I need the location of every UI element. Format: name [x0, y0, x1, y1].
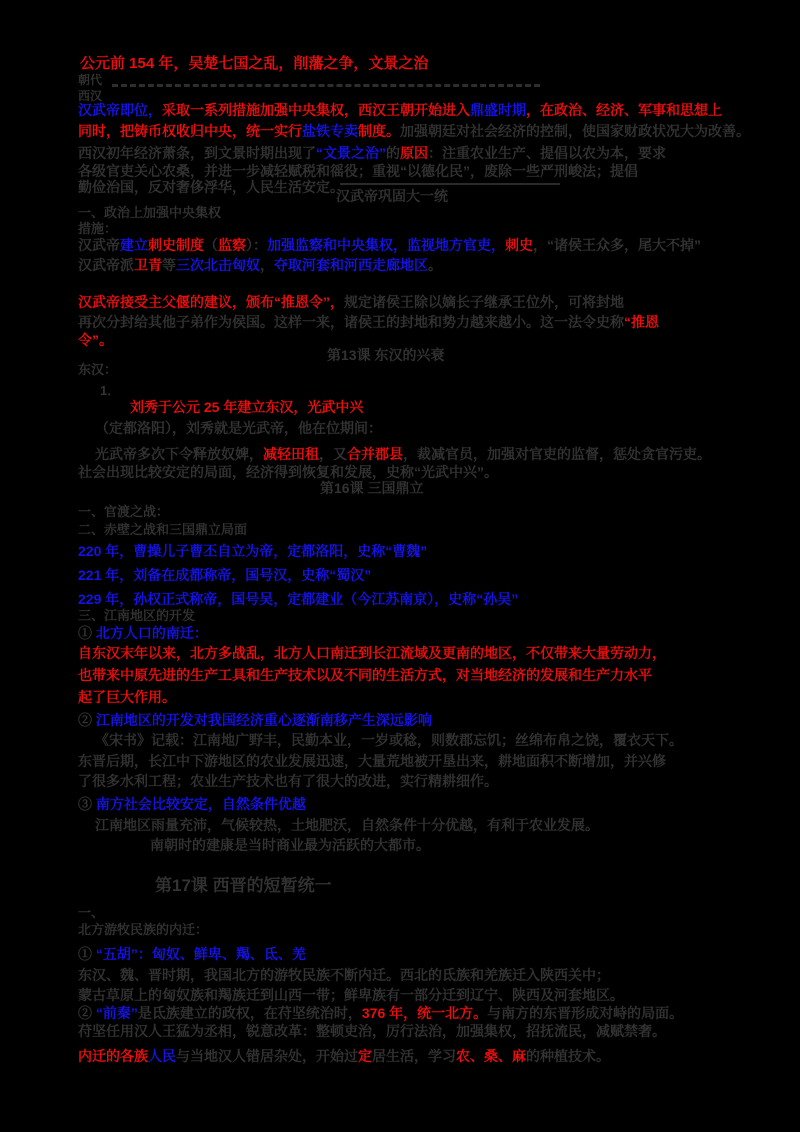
- text-segment: 第16课 三国鼎立: [320, 480, 424, 496]
- text-segment: 西汉: [78, 89, 103, 103]
- text-segment: ②: [78, 712, 96, 728]
- text-segment: 加强朝廷对社会经济的控制，使国家财政状况大为改善。: [400, 123, 750, 139]
- text-segment: 江南地区的开发对我国经济重心逐渐南移产生深远影响: [95, 712, 432, 728]
- text-segment: 定: [358, 1048, 372, 1064]
- text-segment: 原因: [400, 145, 428, 161]
- text-segment: （定都洛阳），刘秀就是光武帝，他在位期间：: [95, 420, 382, 436]
- text-segment: 公元前 154 年，吴楚七国之乱，削藩之争，文景之治: [80, 55, 429, 72]
- text-segment: 刺史: [505, 237, 533, 253]
- text-segment: 刺史制度: [148, 237, 204, 253]
- text-line: [78, 206, 221, 221]
- text-segment: 再次分封给其他子弟作为侯国。这样一来，诸侯王的封地和势力越来越小。这一法令史称: [78, 314, 624, 330]
- text-line: [78, 523, 247, 538]
- text-segment: 合并郡县: [347, 446, 403, 462]
- text-segment: （: [204, 237, 218, 253]
- text-segment: 《宋书》记载：江南地广野丰，民勤本业，一岁或稔，则数郡忘饥；丝绵布帛之饶，覆衣天下。: [95, 732, 683, 748]
- text-line: [78, 591, 518, 607]
- text-line: [78, 906, 104, 921]
- text-segment: 221 年，刘备在成都称帝，国号汉，史称“蜀汉”: [78, 567, 372, 583]
- text-segment: 等: [162, 257, 176, 273]
- text-segment: “五胡”：匈奴、鲜卑、羯、氐、羌: [95, 946, 306, 962]
- text-segment: 内迁的各族: [78, 1048, 148, 1064]
- section-heading: [320, 480, 423, 496]
- text-segment: 各级官吏关心农桑，并进一步减轻赋税和徭役；重视“以德化民”，废除一些严刑峻法；提倡: [78, 163, 638, 179]
- text-segment: ①: [78, 946, 96, 962]
- text-segment: ：注重农业生产、提倡以农为本，要求: [428, 145, 666, 161]
- section-heading: [336, 188, 448, 204]
- text-segment: 是氐族建立的政权，在苻坚统治时，: [137, 1005, 362, 1021]
- text-segment: 与当地汉人错居杂处，开始过: [176, 1048, 358, 1064]
- text-line: [95, 420, 382, 436]
- text-segment: 监察: [218, 237, 246, 253]
- text-line: [78, 123, 750, 139]
- text-segment: 376 年，统一北方。: [361, 1005, 488, 1021]
- text-line: [78, 567, 371, 583]
- text-segment: 229 年，孙权正式称帝，国号吴，定都建业（今江苏南京），史称“孙吴”: [78, 591, 519, 607]
- text-segment: 东汉、魏、晋时期，我国北方的游牧民族不断内迁。西北的氐族和羌族迁入陕西关中；: [78, 967, 610, 983]
- text-line: [78, 946, 306, 962]
- text-segment: 了很多水利工程；农业生产技术也有了很大的改进，实行精耕细作。: [78, 773, 498, 789]
- text-line: [95, 817, 599, 833]
- text-line: [78, 1048, 610, 1064]
- text-segment: 三次北击匈奴: [176, 257, 260, 273]
- text-segment: 220 年，曹操儿子曹丕自立为帝，定都洛阳，史称“曹魏”: [78, 543, 428, 559]
- text-line: [78, 987, 624, 1003]
- text-line: [78, 923, 208, 938]
- text-line: [78, 237, 701, 253]
- text-line: [78, 712, 432, 728]
- text-segment: 北方人口的南迁：: [95, 625, 208, 641]
- text-segment: 。: [428, 257, 442, 273]
- text-line: [78, 222, 117, 237]
- text-segment: 建立: [120, 237, 148, 253]
- text-segment: 制度。: [358, 123, 400, 139]
- text-segment: 南朝时的建康是当时商业最为活跃的大都市。: [150, 837, 430, 853]
- text-segment: 规定诸侯王除以嫡长子继承王位外，可将封地: [344, 294, 624, 310]
- text-line: [130, 399, 363, 415]
- text-line: [80, 55, 428, 72]
- text-segment: 蒙古草原上的匈奴族和羯族迁到山西一带；鲜卑族有一部分迁到辽宁、陕西及河套地区。: [78, 987, 624, 1003]
- text-segment: 自东汉末年以来，北方多战乱，北方人口南迁到长江流域及更南的地区，不仅带来大量劳动力，: [78, 645, 666, 661]
- text-segment: ，: [260, 257, 274, 273]
- text-segment: 光武帝多次下令释放奴婢，: [95, 446, 263, 462]
- text-line: [150, 837, 430, 853]
- text-segment: 夺取河套和河西走廊地区: [274, 257, 428, 273]
- text-line: [78, 294, 624, 310]
- text-line: [78, 163, 638, 179]
- text-segment: 采取一系列措施加强中央集权，西汉王朝开始进入: [162, 102, 470, 118]
- text-segment: ②: [78, 1005, 96, 1021]
- text-line: [78, 753, 666, 769]
- text-segment: 一、官渡之战：: [78, 504, 170, 519]
- text-segment: 刘秀于公元 25 年建立东汉，光武中兴: [130, 399, 364, 415]
- text-segment: “推恩: [624, 314, 659, 330]
- text-line: [78, 464, 498, 480]
- text-segment: 朝代: [78, 73, 103, 87]
- text-line: [78, 543, 427, 559]
- text-segment: ）：: [246, 237, 267, 253]
- text-segment: “文景之治”: [316, 145, 386, 161]
- text-segment: 东汉：: [78, 362, 118, 377]
- text-segment: 农、桑、麻: [456, 1048, 526, 1064]
- text-line: [78, 773, 498, 789]
- text-segment: 同时，把铸币权收归中央，统一实行: [78, 123, 302, 139]
- text-line: [95, 446, 711, 462]
- text-line: [95, 732, 683, 748]
- section-heading: [327, 347, 444, 363]
- text-segment: 减轻田租: [263, 446, 319, 462]
- text-segment: 一、政治上加强中央集权: [78, 205, 222, 220]
- underline-rule: [340, 183, 560, 185]
- text-segment: 北方游牧民族的内迁：: [78, 922, 209, 937]
- text-segment: 第13课 东汉的兴衰: [327, 347, 445, 363]
- text-segment: 卫青: [134, 257, 162, 273]
- text-segment: 第17课 西晋的短暂统一: [155, 876, 332, 895]
- text-segment: “前秦”: [95, 1005, 138, 1021]
- text-segment: 加强监察和中央集权，监视地方官吏，: [267, 237, 505, 253]
- text-segment: ①: [78, 625, 96, 641]
- text-segment: 东晋后期，长江中下游地区的农业发展迅速，大量荒地被开垦出来，耕地面积不断增加，并兴修: [78, 753, 666, 769]
- timeline-rule: [112, 84, 540, 87]
- text-line: [78, 314, 659, 330]
- text-segment: 一、: [78, 905, 105, 920]
- text-segment: 西汉初年经济萧条，到文景时期出现了: [78, 145, 316, 161]
- text-segment: ③: [78, 796, 96, 812]
- text-line: [78, 645, 666, 661]
- text-line: [78, 1023, 666, 1039]
- text-line: [78, 667, 652, 683]
- text-line: [78, 179, 344, 195]
- text-segment: 社会出现比较安定的局面，经济得到恢复和发展，史称“光武中兴”。: [78, 464, 498, 480]
- text-line: [78, 74, 102, 88]
- text-line: [78, 689, 176, 705]
- text-segment: ，裁减官员，加强对官吏的监督，惩处贪官污吏。: [403, 446, 711, 462]
- text-segment: 与南方的东晋形成对峙的局面。: [487, 1005, 684, 1021]
- text-segment: 汉武帝即位，: [78, 102, 162, 118]
- text-segment: 汉武帝接受主父偃的建议，颁布“推恩令”，: [78, 294, 344, 310]
- text-segment: 措施：: [78, 221, 118, 236]
- text-segment: 盐铁专卖: [302, 123, 358, 139]
- text-line: [78, 967, 610, 983]
- text-segment: 起了巨大作用。: [78, 689, 176, 705]
- text-line: [78, 625, 208, 641]
- text-segment: 也带来中原先进的生产工具和生产技术以及不同的生活方式，对当地经济的发展和生产力水平: [78, 667, 652, 683]
- text-segment: 南方社会比较安定，自然条件优越: [95, 796, 306, 812]
- text-segment: 二、赤壁之战和三国鼎立局面: [78, 522, 248, 537]
- text-line: [78, 145, 666, 161]
- text-segment: 令”。: [78, 332, 113, 348]
- text-segment: 江南地区雨量充沛，气候较热，土地肥沃，自然条件十分优越，有利于农业发展。: [95, 817, 599, 833]
- text-line: [78, 332, 113, 348]
- text-segment: 1．: [100, 383, 121, 398]
- section-heading: [155, 876, 332, 896]
- text-segment: 三、江南地区的开发: [78, 608, 196, 623]
- text-line: [78, 257, 442, 273]
- text-segment: 居生活，学习: [372, 1048, 456, 1064]
- text-segment: 勤俭治国，反对奢侈浮华，人民生活安定。: [78, 179, 344, 195]
- text-segment: 鼎盛时期: [470, 102, 526, 118]
- text-line: [78, 505, 169, 520]
- text-line: [78, 796, 306, 812]
- text-segment: 汉武帝巩固大一统: [336, 188, 448, 204]
- text-segment: 人民: [148, 1048, 176, 1064]
- text-line: [78, 609, 195, 624]
- text-segment: 的种植技术。: [526, 1048, 610, 1064]
- text-segment: ，又: [319, 446, 347, 462]
- text-line: [78, 102, 722, 118]
- text-segment: ，在政治、经济、军事和思想上: [526, 102, 722, 118]
- text-line: [100, 384, 120, 399]
- text-segment: 汉武帝派: [78, 257, 134, 273]
- text-line: [78, 363, 117, 378]
- text-line: [78, 1005, 683, 1021]
- text-segment: 汉武帝: [78, 237, 120, 253]
- text-segment: 的: [386, 145, 400, 161]
- text-segment: 苻坚任用汉人王猛为丞相，锐意改革：整顿吏治，厉行法治，加强集权，招抚流民，减赋禁奢。: [78, 1023, 666, 1039]
- text-segment: ，“诸侯王众多，尾大不掉”: [533, 237, 701, 253]
